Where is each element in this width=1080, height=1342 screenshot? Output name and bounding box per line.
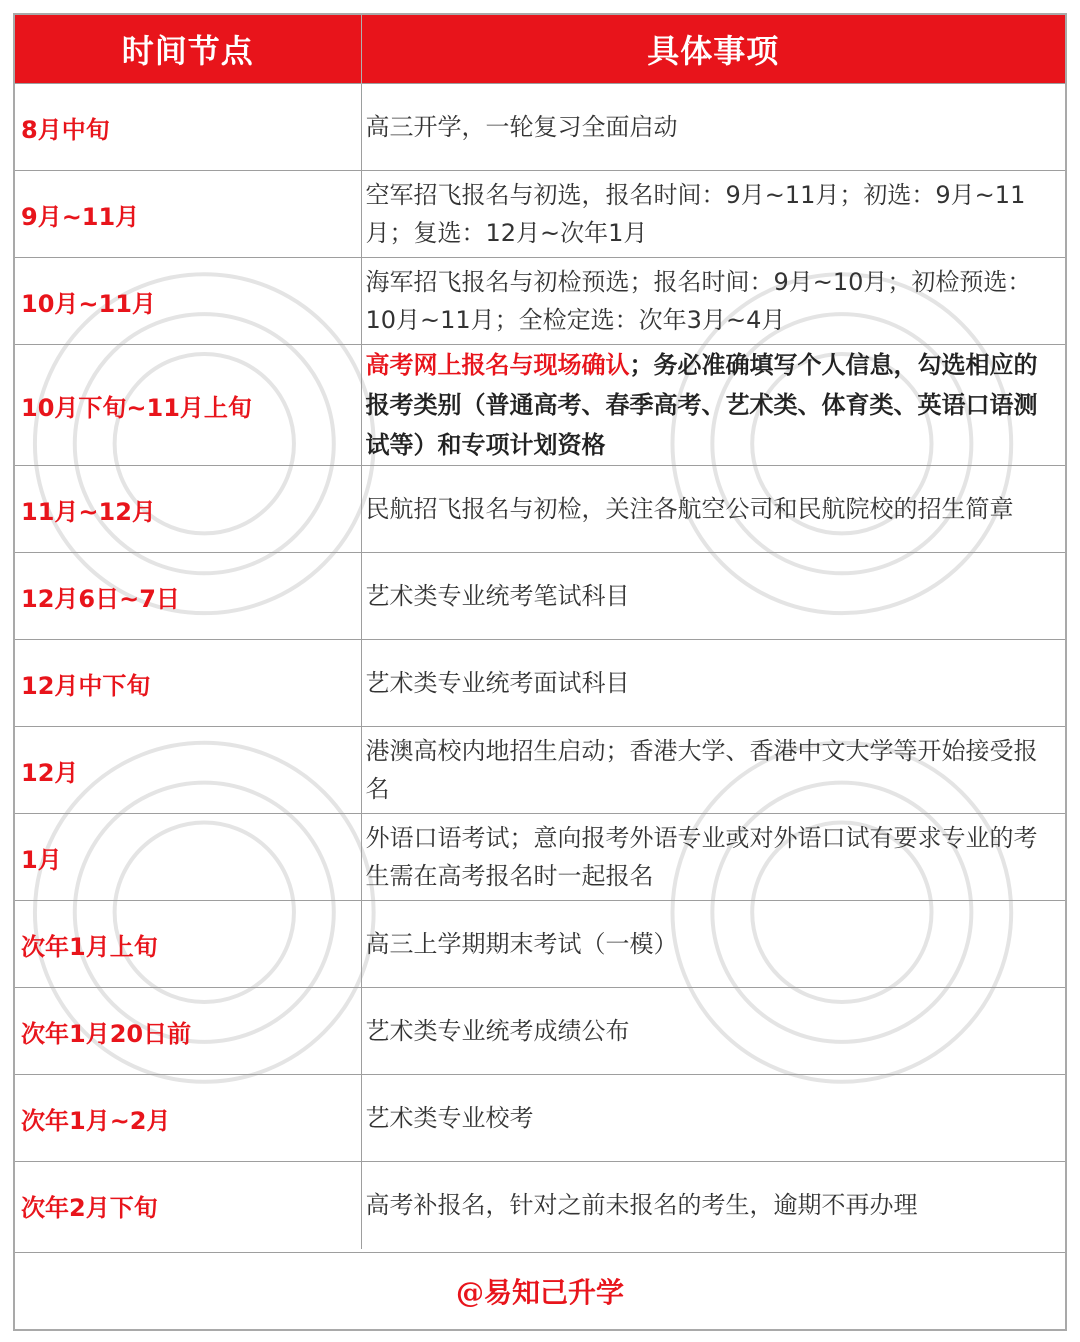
row-item: 艺术类专业统考面试科目	[361, 640, 1065, 727]
schedule-table	[15, 15, 1065, 1249]
table-row	[15, 727, 1065, 814]
row-item: 民航招飞报名与初检，关注各航空公司和民航院校的招生简章	[361, 466, 1065, 553]
header-item: 具体事项	[361, 15, 1065, 84]
row-item: 海军招飞报名与初检预选；报名时间：9月~10月；初检预选：10月~11月；全检定选：次年3月~4月	[361, 258, 1065, 345]
header-time: 时间节点	[15, 15, 361, 84]
credit-text: @易知己升学	[455, 1276, 624, 1309]
table-row	[15, 553, 1065, 640]
row-item-rest: ；务必准确填写个人信息，勾选相应的报考类别（普通高考、春季高考、艺术类、体育类、英语口语测试等）和专项计划资格	[365, 351, 1038, 459]
row-time: 1月	[15, 814, 361, 901]
row-time: 12月	[15, 727, 361, 814]
row-item: 高三上学期期末考试（一模）	[361, 901, 1065, 988]
row-item: 艺术类专业统考成绩公布	[361, 988, 1065, 1075]
table-row	[15, 640, 1065, 727]
table-row	[15, 1075, 1065, 1162]
footer-credit	[15, 1252, 1065, 1329]
row-time: 次年1月上旬	[15, 901, 361, 988]
table-row	[15, 345, 1065, 466]
row-time: 9月~11月	[15, 171, 361, 258]
row-time: 10月~11月	[15, 258, 361, 345]
row-time: 12月6日~7日	[15, 553, 361, 640]
row-item: 高考补报名，针对之前未报名的考生，逾期不再办理	[361, 1162, 1065, 1249]
row-item: 空军招飞报名与初选，报名时间：9月~11月；初选：9月~11月；复选：12月~次年1月	[361, 171, 1065, 258]
row-item: 高三开学，一轮复习全面启动	[361, 84, 1065, 171]
row-time: 12月中下旬	[15, 640, 361, 727]
table-row	[15, 171, 1065, 258]
row-time: 10月下旬~11月上旬	[15, 345, 361, 466]
row-time: 次年1月20日前	[15, 988, 361, 1075]
table-row	[15, 814, 1065, 901]
table-row	[15, 1162, 1065, 1249]
row-item	[361, 345, 1065, 466]
schedule-sheet	[13, 13, 1067, 1331]
table-row	[15, 258, 1065, 345]
row-item-highlight: 高考网上报名与现场确认	[365, 351, 630, 379]
row-time: 11月~12月	[15, 466, 361, 553]
table-row	[15, 466, 1065, 553]
table-header-row	[15, 15, 1065, 84]
row-item: 艺术类专业统考笔试科目	[361, 553, 1065, 640]
row-time: 次年1月~2月	[15, 1075, 361, 1162]
row-item: 艺术类专业校考	[361, 1075, 1065, 1162]
table-row	[15, 84, 1065, 171]
table-row	[15, 901, 1065, 988]
row-item: 外语口语考试；意向报考外语专业或对外语口试有要求专业的考生需在高考报名时一起报名	[361, 814, 1065, 901]
row-time: 次年2月下旬	[15, 1162, 361, 1249]
row-time: 8月中旬	[15, 84, 361, 171]
row-item: 港澳高校内地招生启动；香港大学、香港中文大学等开始接受报名	[361, 727, 1065, 814]
table-row	[15, 988, 1065, 1075]
